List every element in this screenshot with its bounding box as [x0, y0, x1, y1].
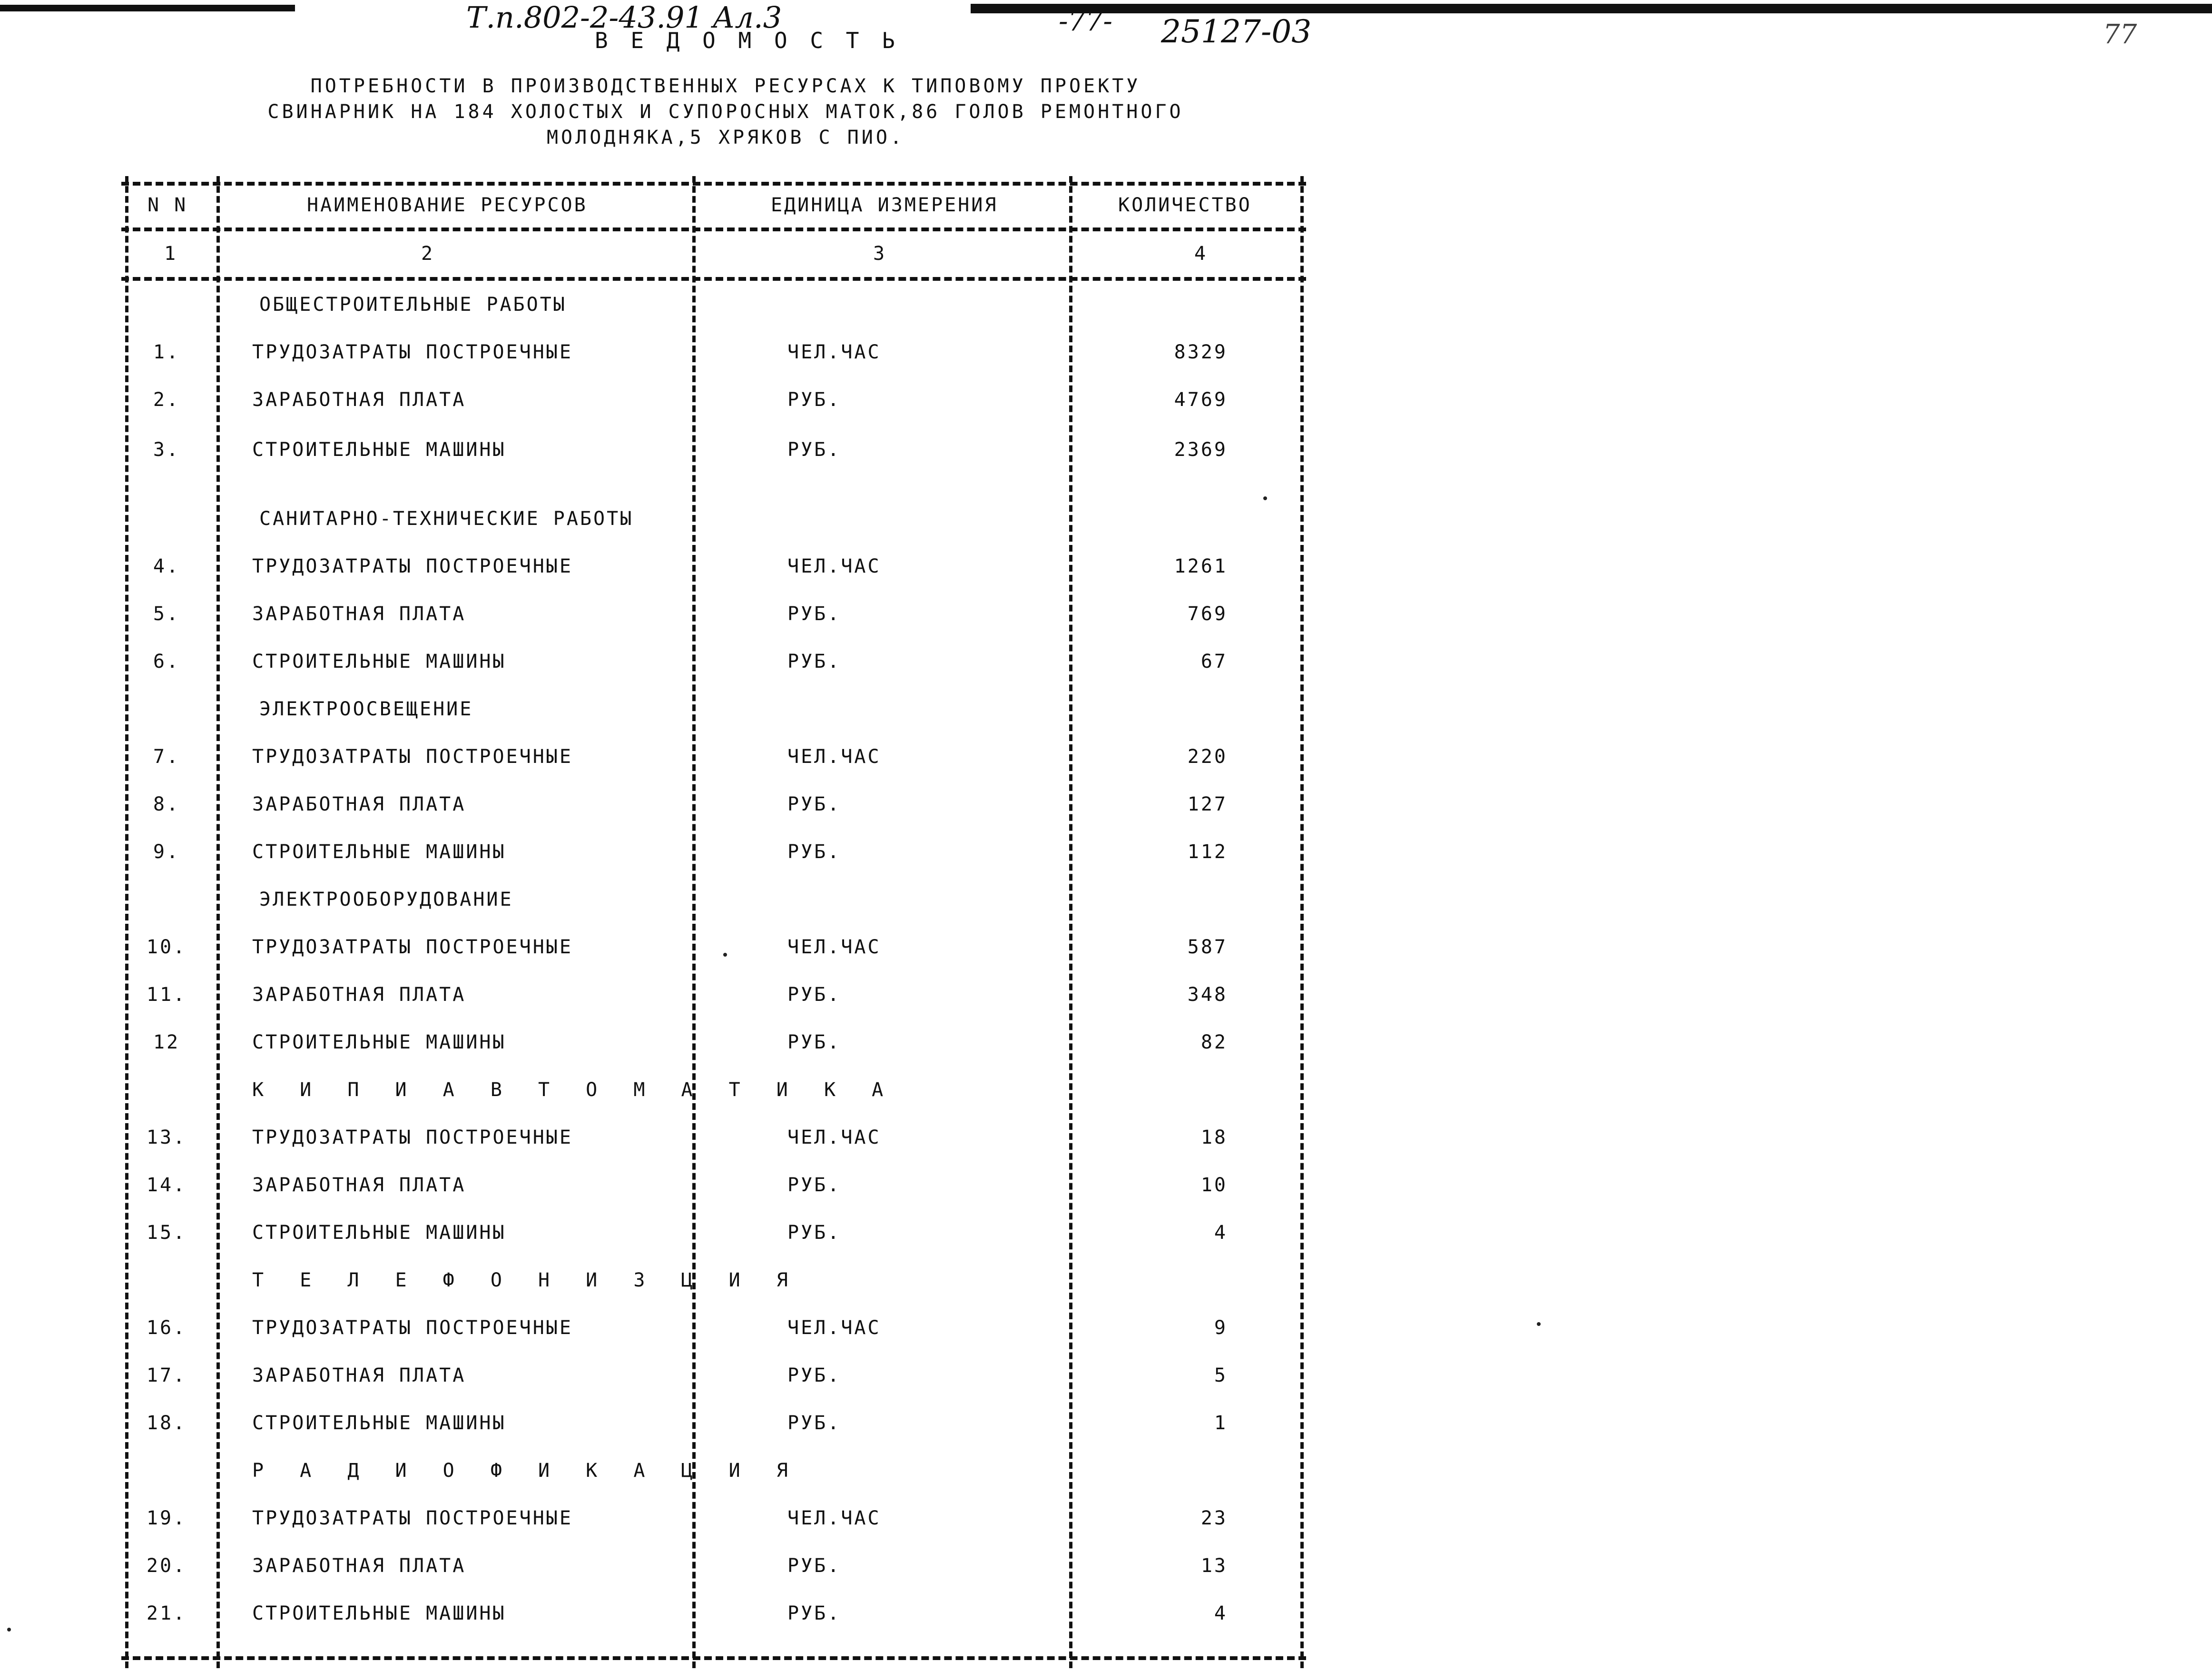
resource-name: ТРУДОЗАТРАТЫ ПОСТРОЕЧНЫЕ: [252, 555, 573, 577]
table-row: [121, 1018, 1306, 1066]
scan-speck: [7, 1628, 11, 1631]
project-code: Т.п.802-2-43.91 Ал.3: [466, 0, 782, 35]
quantity-value: 1: [1214, 1412, 1228, 1434]
resource-name: СТРОИТЕЛЬНЫЕ МАШИНЫ: [252, 651, 506, 672]
table-row: [121, 971, 1306, 1018]
resource-name: ТРУДОЗАТРАТЫ ПОСТРОЕЧНЫЕ: [252, 1507, 573, 1529]
resource-name: ЗАРАБОТНАЯ ПЛАТА: [252, 603, 466, 625]
resource-name: ТРУДОЗАТРАТЫ ПОСТРОЕЧНЫЕ: [252, 341, 573, 363]
row-number: 3.: [153, 439, 180, 461]
section-header-row: [121, 876, 1306, 923]
section-title: ЭЛЕКТРООСВЕЩЕНИЕ: [259, 698, 473, 720]
resource-name: ТРУДОЗАТРАТЫ ПОСТРОЕЧНЫЕ: [252, 1317, 573, 1339]
resource-name: СТРОИТЕЛЬНЫЕ МАШИНЫ: [252, 1602, 506, 1624]
table-top-border: [121, 182, 1306, 186]
resource-name: СТРОИТЕЛЬНЫЕ МАШИНЫ: [252, 1222, 506, 1244]
table-row: [121, 923, 1306, 971]
row-number: 5.: [153, 603, 180, 625]
unit-of-measure: РУБ.: [787, 389, 841, 411]
page-marker: -77-: [1059, 5, 1112, 37]
quantity-value: 5: [1214, 1364, 1228, 1386]
row-number: 4.: [153, 555, 180, 577]
row-number: 11.: [146, 984, 187, 1006]
unit-of-measure: РУБ.: [787, 1364, 841, 1386]
resource-name: ЗАРАБОТНАЯ ПЛАТА: [252, 793, 466, 815]
header-resource-name: НАИМЕНОВАНИЕ РЕСУРСОВ: [307, 194, 588, 216]
quantity-value: 220: [1187, 746, 1228, 768]
unit-of-measure: ЧЕЛ.ЧАС: [787, 341, 881, 363]
unit-of-measure: РУБ.: [787, 1412, 841, 1434]
table-row: [121, 328, 1306, 376]
row-number: 18.: [146, 1412, 187, 1434]
quantity-value: 23: [1200, 1507, 1228, 1529]
section-title: Р А Д И О Ф И К А Ц И Я: [252, 1460, 800, 1482]
section-header-row: [121, 685, 1306, 733]
quantity-value: 2369: [1174, 439, 1228, 461]
quantity-value: 10: [1200, 1174, 1228, 1196]
scan-speck: [723, 953, 727, 957]
resource-name: ТРУДОЗАТРАТЫ ПОСТРОЕЧНЫЕ: [252, 746, 573, 768]
table-row: [121, 1352, 1306, 1399]
quantity-value: 82: [1200, 1031, 1228, 1053]
table-row: [121, 1209, 1306, 1256]
section-header-row: [121, 1256, 1306, 1304]
top-rule-right: [971, 4, 2212, 13]
header-unit: ЕДИНИЦА ИЗМЕРЕНИЯ: [771, 194, 998, 216]
quantity-value: 769: [1187, 603, 1228, 625]
quantity-value: 13: [1200, 1555, 1228, 1577]
table-row: [121, 1161, 1306, 1209]
row-number: 15.: [146, 1222, 187, 1244]
section-header-row: [121, 1447, 1306, 1494]
table-row: [121, 828, 1306, 876]
table-row: [121, 1590, 1306, 1637]
resource-name: ЗАРАБОТНАЯ ПЛАТА: [252, 1174, 466, 1196]
unit-of-measure: РУБ.: [787, 439, 841, 461]
table-row: [121, 1542, 1306, 1590]
table-row: [121, 781, 1306, 828]
unit-of-measure: РУБ.: [787, 1555, 841, 1577]
resource-name: ЗАРАБОТНАЯ ПЛАТА: [252, 1364, 466, 1386]
unit-of-measure: РУБ.: [787, 603, 841, 625]
quantity-value: 4: [1214, 1602, 1228, 1624]
column-number-separator: [121, 277, 1306, 281]
table-row: [121, 1399, 1306, 1447]
subtitle-line-2: СВИНАРНИК НА 184 ХОЛОСТЫХ И СУПОРОСНЫХ МАТОК,86 ГОЛОВ РЕМОНТНОГО: [267, 101, 1184, 123]
column-number-2: 2: [421, 243, 433, 265]
quantity-value: 1261: [1174, 555, 1228, 577]
unit-of-measure: РУБ.: [787, 1222, 841, 1244]
top-rule-left: [0, 5, 295, 11]
header-separator: [121, 227, 1306, 231]
table-row: [121, 376, 1306, 424]
row-number: 9.: [153, 841, 180, 863]
document-title: В Е Д О М О С Т Ь: [595, 28, 900, 53]
table-row: [121, 1304, 1306, 1352]
row-number: 13.: [146, 1127, 187, 1148]
table-row: [121, 426, 1306, 474]
row-number: 20.: [146, 1555, 187, 1577]
unit-of-measure: ЧЕЛ.ЧАС: [787, 1127, 881, 1148]
resource-name: ЗАРАБОТНАЯ ПЛАТА: [252, 984, 466, 1006]
row-number: 10.: [146, 936, 187, 958]
corner-mark: 77: [2103, 19, 2137, 50]
quantity-value: 127: [1187, 793, 1228, 815]
column-number-4: 4: [1194, 243, 1206, 265]
table-row: [121, 543, 1306, 590]
quantity-value: 9: [1214, 1317, 1228, 1339]
unit-of-measure: РУБ.: [787, 841, 841, 863]
section-title: Т Е Л Е Ф О Н И З Ц И Я: [252, 1269, 800, 1291]
subtitle-line-1: ПОТРЕБНОСТИ В ПРОИЗВОДСТВЕННЫХ РЕСУРСАХ К ТИПОВОМУ ПРОЕКТУ: [310, 75, 1141, 97]
table-row: [121, 638, 1306, 685]
section-header-row: [121, 1066, 1306, 1114]
resource-name: СТРОИТЕЛЬНЫЕ МАШИНЫ: [252, 439, 506, 461]
section-title: ЭЛЕКТРООБОРУДОВАНИЕ: [259, 889, 513, 910]
unit-of-measure: РУБ.: [787, 1602, 841, 1624]
unit-of-measure: РУБ.: [787, 1031, 841, 1053]
scan-speck: [1263, 496, 1267, 500]
header-quantity: КОЛИЧЕСТВО: [1118, 194, 1252, 216]
quantity-value: 8329: [1174, 341, 1228, 363]
table-row: [121, 1114, 1306, 1161]
section-title: ОБЩЕСТРОИТЕЛЬНЫЕ РАБОТЫ: [259, 294, 567, 316]
unit-of-measure: РУБ.: [787, 1174, 841, 1196]
row-number: 6.: [153, 651, 180, 672]
unit-of-measure: ЧЕЛ.ЧАС: [787, 1507, 881, 1529]
table-bottom-border: [121, 1656, 1306, 1660]
resource-name: СТРОИТЕЛЬНЫЕ МАШИНЫ: [252, 1412, 506, 1434]
unit-of-measure: ЧЕЛ.ЧАС: [787, 1317, 881, 1339]
quantity-value: 18: [1200, 1127, 1228, 1148]
subtitle-line-3: МОЛОДНЯКА,5 ХРЯКОВ С ПИО.: [546, 127, 905, 148]
document-number: 25127-03: [1161, 13, 1312, 50]
quantity-value: 587: [1187, 936, 1228, 958]
table-row: [121, 733, 1306, 781]
quantity-value: 348: [1187, 984, 1228, 1006]
section-title: САНИТАРНО-ТЕХНИЧЕСКИЕ РАБОТЫ: [259, 508, 634, 530]
section-header-row: [121, 281, 1306, 328]
quantity-value: 112: [1187, 841, 1228, 863]
unit-of-measure: РУБ.: [787, 651, 841, 672]
row-number: 7.: [153, 746, 180, 768]
resource-name: ЗАРАБОТНАЯ ПЛАТА: [252, 1555, 466, 1577]
section-header-row: [121, 495, 1306, 543]
row-number: 21.: [146, 1602, 187, 1624]
unit-of-measure: РУБ.: [787, 984, 841, 1006]
scan-speck: [1537, 1322, 1541, 1326]
row-number: 17.: [146, 1364, 187, 1386]
table-row: [121, 590, 1306, 638]
row-number: 2.: [153, 389, 180, 411]
header-number: N N: [147, 194, 188, 216]
unit-of-measure: РУБ.: [787, 793, 841, 815]
resource-name: СТРОИТЕЛЬНЫЕ МАШИНЫ: [252, 1031, 506, 1053]
row-number: 14.: [146, 1174, 187, 1196]
quantity-value: 4: [1214, 1222, 1228, 1244]
row-number: 19.: [146, 1507, 187, 1529]
column-number-3: 3: [873, 243, 885, 265]
unit-of-measure: ЧЕЛ.ЧАС: [787, 555, 881, 577]
resource-table: [121, 176, 1306, 1668]
quantity-value: 67: [1200, 651, 1228, 672]
resource-name: ЗАРАБОТНАЯ ПЛАТА: [252, 389, 466, 411]
resource-name: СТРОИТЕЛЬНЫЕ МАШИНЫ: [252, 841, 506, 863]
unit-of-measure: ЧЕЛ.ЧАС: [787, 936, 881, 958]
resource-name: ТРУДОЗАТРАТЫ ПОСТРОЕЧНЫЕ: [252, 1127, 573, 1148]
row-number: 16.: [146, 1317, 187, 1339]
row-number: 8.: [153, 793, 180, 815]
section-title: К И П И А В Т О М А Т И К А: [252, 1079, 896, 1101]
row-number: 1.: [153, 341, 180, 363]
row-number: 12: [153, 1031, 180, 1053]
table-row: [121, 1494, 1306, 1542]
column-number-1: 1: [164, 243, 176, 265]
quantity-value: 4769: [1174, 389, 1228, 411]
resource-name: ТРУДОЗАТРАТЫ ПОСТРОЕЧНЫЕ: [252, 936, 573, 958]
unit-of-measure: ЧЕЛ.ЧАС: [787, 746, 881, 768]
